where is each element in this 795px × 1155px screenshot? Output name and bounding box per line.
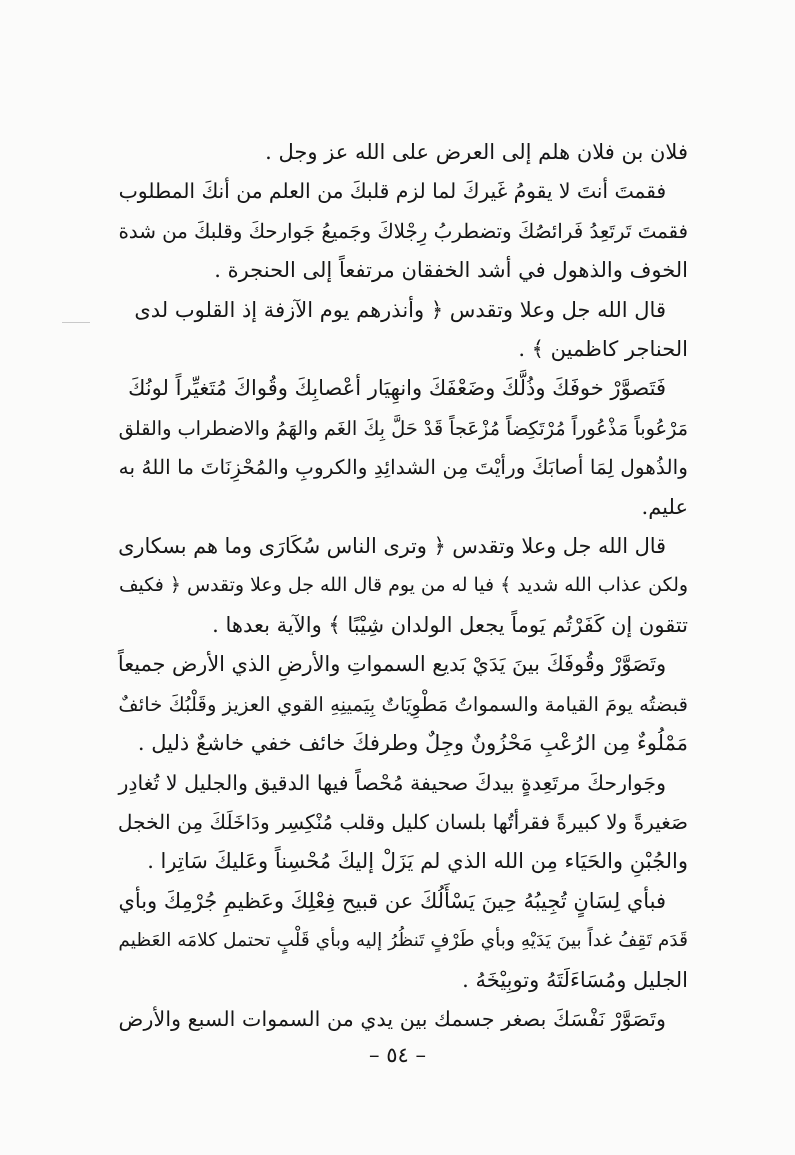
text-line: والجُبْنِ والحَيَاء مِن الله الذي لم يَزَلْ إليكَ مُحْسِناً وعَليكَ سَاتِرا .	[147, 849, 688, 874]
text-line: الحناجر كاظمين ﴾ .	[518, 337, 688, 362]
text-line: فقمتَ أنتَ لا يقومُ غَيركَ لما لزم قلبكَ من العلم من أنكَ المطلوب	[118, 179, 666, 204]
text-line: فبأي لِسَانٍ تُجِيبُهُ حِينَ يَسْأَلُكَ عن قبيح فِعْلِكَ وعَظيمِ جُرْمِكَ وبأي	[118, 888, 666, 913]
scan-mark	[62, 322, 90, 323]
text-line: فقمتَ تَرتَعِدُ فَرائصُكَ وتضطربُ رِجْلاكَ وجَميعُ جَوارحكَ وقلبكَ من شدة	[118, 219, 688, 243]
text-line: مَرْعُوباً مَذْعُوراً مُرْتَكِضاً مُزْعَجاً قَدْ حَلَّ بِكَ الغَم والهَمُ والاضطراب والقلق	[118, 416, 688, 440]
text-line: قال الله جل وعلا وتقدس ﴿ وأنذرهم يوم الآزفة إذ القلوب لدى	[134, 297, 666, 322]
text-line: وتَصَوَّرْ وقُوفَكَ بينَ يَدَيْ بَديع السمواتِ والأرضِ الذي الأرض جميعاً	[117, 652, 666, 677]
text-line: قبضتُه يومَ القيامة والسمواتُ مَطْوِيَاتٌ بِيَمينِهِ القوي العزيز وقَلْبُكَ خائفٌ	[118, 692, 688, 716]
text-line: قَدَم تَقِفُ غداً بينَ يَدَيْهِ وبأي طَرْفٍ تَنظُرُ إليه وبأي قَلْبٍ تحتمل كلامَه العَظيم	[118, 930, 688, 952]
text-line: فَتَصوَّرْ خوفَكَ وذُلَّكَ وضَعْفَكَ وانهِيَار أعْصابِكَ وقُواكَ مُتَغيِّراً لونُكَ	[128, 376, 666, 401]
page-number: – ٥٤ –	[369, 1043, 426, 1067]
text-line: الخوف والذهول في أشد الخفقان مرتفعاً إلى الحنجرة .	[214, 258, 688, 283]
text-line: قال الله جل وعلا وتقدس ﴿ وترى الناس سُكَارَى وما هم بسكارى	[118, 534, 666, 559]
text-line: ولكن عذاب الله شديد ﴾ فيا له من يوم قال الله جل وعلا وتقدس ﴿ فكيف	[118, 574, 688, 597]
text-line: تتقون إن كَفَرْتُم يَوماً يجعل الولدان شِيْبًا ﴾ والآية بعدها .	[212, 612, 688, 637]
text-line: وتَصَوَّرْ نَفْسَكَ بصغر جسمك بين يدي من السموات السبع والأرض	[118, 1006, 666, 1031]
text-line: مَمْلُوءٌ مِن الرُعْبِ مَحْزُونٌ وجِلٌ وطرفكَ خائف خفي خاشعٌ ذليل .	[137, 731, 688, 756]
text-line: والذُهول لِمَا أصابَكَ ورأيْتَ مِن الشدائِدِ والكروبِ والمُحْزِنَاتَ ما اللهُ به	[118, 455, 688, 480]
text-line: الجليل ومُسَاءَلَتَهُ وتوبِيْخَهُ .	[462, 967, 688, 992]
text-line: فلان بن فلان هلم إلى العرض على الله عز وجل .	[265, 140, 688, 164]
text-line: وجَوارحكَ مرتَعِدةٍ بيدكَ صحيفة مُحْصاً فيها الدقيق والجليل لا تُغادِر	[118, 770, 666, 795]
text-line: عليم.	[641, 494, 688, 519]
body-text	[118, 133, 688, 1039]
text-line: صَغيرةً ولا كبيرةً فقرأتُها بلسان كليل وقلب مُنْكِسِر ودَاخَلَكَ مِن الخجل	[117, 809, 688, 834]
